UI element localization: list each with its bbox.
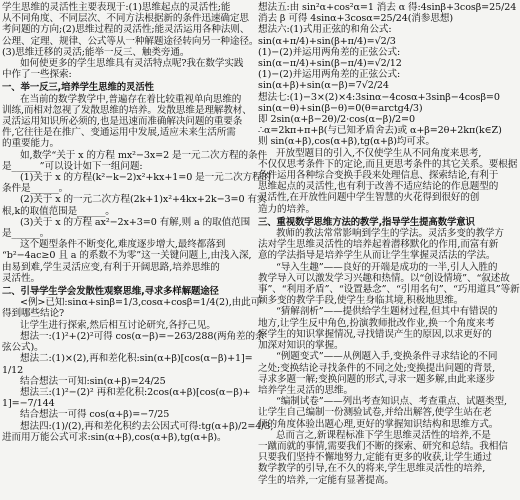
text-line: 教师的教法常常影响到学生的学法。灵活多变的教学方 <box>276 228 504 240</box>
text-line: 则 sin(α+β),cos(α+β),tg(α+β)均可求。 <box>258 136 435 148</box>
text-line: (1)关于 x 的方程(k²−k−2)x²+kx+1=0 是一元二次方程的 <box>20 172 272 184</box>
text-line: 想法五:由 sin²α+cos²α=1 消去 α 得:4sinβ+3cosβ=25/24 <box>258 2 517 13</box>
text-line: 得到哪些结论? <box>2 308 65 320</box>
text-line: 件,它往往是在推广、变通运用中发展,适应未来生活所需 <box>2 127 236 139</box>
text-line: 学生的培养,一定能有显著提高。 <box>258 474 394 486</box>
section-heading: 二、引导学生学会发散性观察思维,寻求多样解题途径 <box>2 286 219 298</box>
text-line: sin(α+β)+sin(α−β)=7√2/24 <box>258 80 389 92</box>
text-line: 让学生自己编制一份测验试卷,并给出解答,使学生站在老 <box>258 407 492 419</box>
text-line: 法对学生思维灵活性的培养起着潜移默化的作用,而富有新 <box>258 239 499 251</box>
text-line: (3)关于 x 的方程 ax²−2x+3=0 有解,则 a 的取值范围 <box>20 216 251 228</box>
text-line: 灵活性。 <box>2 272 40 284</box>
section-heading: 三、重视数学思维方法的教学,指导学生提高数学意识 <box>258 216 475 228</box>
text-line: 结合想法一可知:sin(α+β)=24/25 <box>20 375 166 387</box>
text-line: <例>已知:sinα+sinβ=1/3,cosα+cosβ=1/4(2),由此可 <box>20 297 261 309</box>
text-line: sin(α−π/4)+sin(β−π/4)=√2/12 <box>258 58 402 70</box>
text-line: (1)−(2)并运用两角差的正弦公式: <box>258 69 401 81</box>
text-line: 思维起点的灵活性,也有利于改善不适应结论的作息题型的 <box>258 181 499 193</box>
text-line: 结合想法一可得 cos(α+β)=−7/25 <box>20 409 170 421</box>
text-line: 地方,让学生反中角色,扮演教师批改作业,换一个角度来考 <box>258 317 495 329</box>
text-line: 条件是______。 <box>2 183 69 195</box>
text-line: 培养学生灵活的思维。 <box>258 384 353 396</box>
text-line: 灵活性,在开放性问题中学生智慧的火花得到很好的创 <box>258 192 480 204</box>
text-line: 让学生进行探索,然后相互讨论研究,各抒己见。 <box>20 319 216 331</box>
text-line: “导入生趣”——良好的开端是成功的一半,引人入胜的 <box>276 261 498 273</box>
text-line: 造力的培养。 <box>258 203 315 215</box>
text-line: 想法七:(1)−3×(2)×4:3sinα−4cosα+3sinβ−4cosβ=0 <box>258 91 500 103</box>
text-line: 寻求多题一解;变换问题的形式,寻求一题多解,由此来逐步 <box>258 373 495 385</box>
text-line: 由易到难,学生灵活应变,有利于开阔思路,培养思维的 <box>2 261 220 273</box>
text-line: 意的学法指导是培养学生从而让学生掌握灵活法的学法。 <box>258 250 496 262</box>
left-column <box>2 2 274 443</box>
text-line: 不仅仅思考条件下的定论,而且更思考条件的其它关系。要根据 <box>258 158 518 170</box>
text-line: 消去 β 可得 4sinα+3cosα=25/24(消参思想) <box>258 13 453 25</box>
text-line: 这个题型条件不断变化,难度逐步增大,最终都落到 <box>20 239 226 251</box>
text-line: 想法二:(1)×(2),再和差化积:sin(α+β)[cos(α−β)+1]= <box>20 353 253 365</box>
text-line: 的重要能力。 <box>2 138 59 150</box>
text-line: (2)关于 x 的一元二次方程(2k+1)x²+4kx+2k−3=0 有实 <box>20 194 267 206</box>
text-line: 训练,而相对忽视了发散思维的培养。发散思维是理解教材、 <box>2 104 252 116</box>
text-line: 1/12 <box>2 364 24 376</box>
text-line: 想法一:(1)²+(2)²可得 cos(α−β)=−263/288(两角差的余 <box>20 330 265 342</box>
text-line: 事”、“利用矛盾”、“设置悬念”、“引用名句”、“巧用道具”等新 <box>258 284 520 296</box>
text-line: 一蹴而就的事情,需要我们不断的探索、研究和总结。我相信 <box>258 440 508 452</box>
text-line: 条件运用各种综合变换手段来处理信息、探索结论,有利于 <box>258 170 499 182</box>
text-line: “猜解剖析”——提供给学生题材过程,但其中有错误的 <box>276 306 498 318</box>
text-line: 灵活运用知识所必须的,也是迅速而准确解决问题的重要条 <box>2 116 243 128</box>
text-line: 是______。 <box>2 228 50 240</box>
text-line: 学生思维的灵活性主要表现于:(1)思维起点的灵活性;能 <box>2 2 231 13</box>
text-line: 考问题的方向;(2)思维过程的灵活性;能灵活运用各种法则、 <box>2 24 250 36</box>
text-line: 想法六:(1)式用正弦的和角公式: <box>258 24 392 36</box>
text-line: 中作了一些探索: <box>2 69 72 81</box>
text-line: 公理、定理、规律、公式等从一种解题途径转向另一种途径。 <box>2 35 259 47</box>
text-line: 数学教学的引导,在不久的将来,学生思维灵活性的培养, <box>258 463 486 475</box>
text-line: 从不同角度、不同层次、不同方法根据新的条件迅速确定思 <box>2 13 249 25</box>
text-line: 如,数学“关于 x 的方程 mx²−3x=2 是一元二次方程的条件 <box>20 149 267 161</box>
text-line: ∴α=2kπ+π+β(与已知矛盾舍去)或 α+β=2θ+2kπ(k∈Z) <box>258 125 502 137</box>
text-line: 即 2sin(α+β−2θ)/2·cos(α−β)/2=0 <box>258 114 415 126</box>
text-line: 在当前的数学教学中,普遍存在着比较重视单向思维的 <box>20 93 242 105</box>
text-line: sin(α−θ)+sin(β−θ)=0(θ=arctg4/3) <box>258 102 423 114</box>
text-line: 察学生的知识掌握情况,寻找错误产生的原因,以求更好的 <box>258 328 492 340</box>
text-line: 根,k的取值范围是______。 <box>2 205 115 217</box>
right-column <box>258 2 520 486</box>
text-line: 如何使更多的学生思维具有灵活特点呢?我在数学实践 <box>20 58 244 70</box>
text-line: sin(α+π/4)+sin(β+π/4)=√2/3 <box>258 35 396 47</box>
text-line: 想法四:(1)/(2),再和差化积约去公因式可得:tg(α+β)/2=4/3, <box>20 420 274 432</box>
text-line: 1]=−7/144 <box>2 398 55 410</box>
section-heading: 一、举一反三,培养学生思维的灵活性 <box>2 82 154 94</box>
text-line: 是______”可以设计如下一组问题: <box>2 160 143 172</box>
text-line: 之处;变换结论寻找条件的不同之处;变换提出问题的背景, <box>258 362 496 374</box>
text-line: 进而用万能公式可求:sin(α+β),cos(α+β),tg(α+β)。 <box>2 431 227 443</box>
text-line: 弦公式)。 <box>2 342 44 354</box>
text-line: “例题变式”——从例题入手,变换条件寻求结论的不同 <box>276 351 498 363</box>
text-line: 总而言之,新课程标准下学生思维灵活性的培养,不是 <box>276 429 491 441</box>
text-line: 只要我们坚持不懈地努力,定能有更多的收获,让学生通过 <box>258 452 492 464</box>
text-line: (3)思维迁移的灵活;能举一反三、触类旁通。 <box>2 46 190 58</box>
text-line: (1)−(2)并运用两角差的正弦公式: <box>258 46 401 58</box>
text-line: 加深对知识的掌握。 <box>258 340 344 352</box>
text-line: 开放型题目的引入,不仅使学生从不同角度来思考, <box>276 147 482 159</box>
text-line: 颖多变的教学手段,使学生身临其境,积极地思维。 <box>258 295 464 307</box>
text-line: 想法三:(1)²−(2)² 再和差化积:2cos(α+β)[cos(α−β)+ <box>20 386 251 398</box>
text-line: “编制试卷”——列出考查知识点、考查重点、试题类型, <box>276 396 507 408</box>
text-line: “b²−4ac≥0 且 a 的系数不为零”这一关键问题上,由浅入深, <box>2 250 252 262</box>
text-line: 教学导入可以激发学习兴趣和热情。以“创设情境”、“叙述故 <box>258 272 510 284</box>
text-line: 师的角度体验出题心理,更好的掌握知识结构和思维方式。 <box>258 418 499 430</box>
